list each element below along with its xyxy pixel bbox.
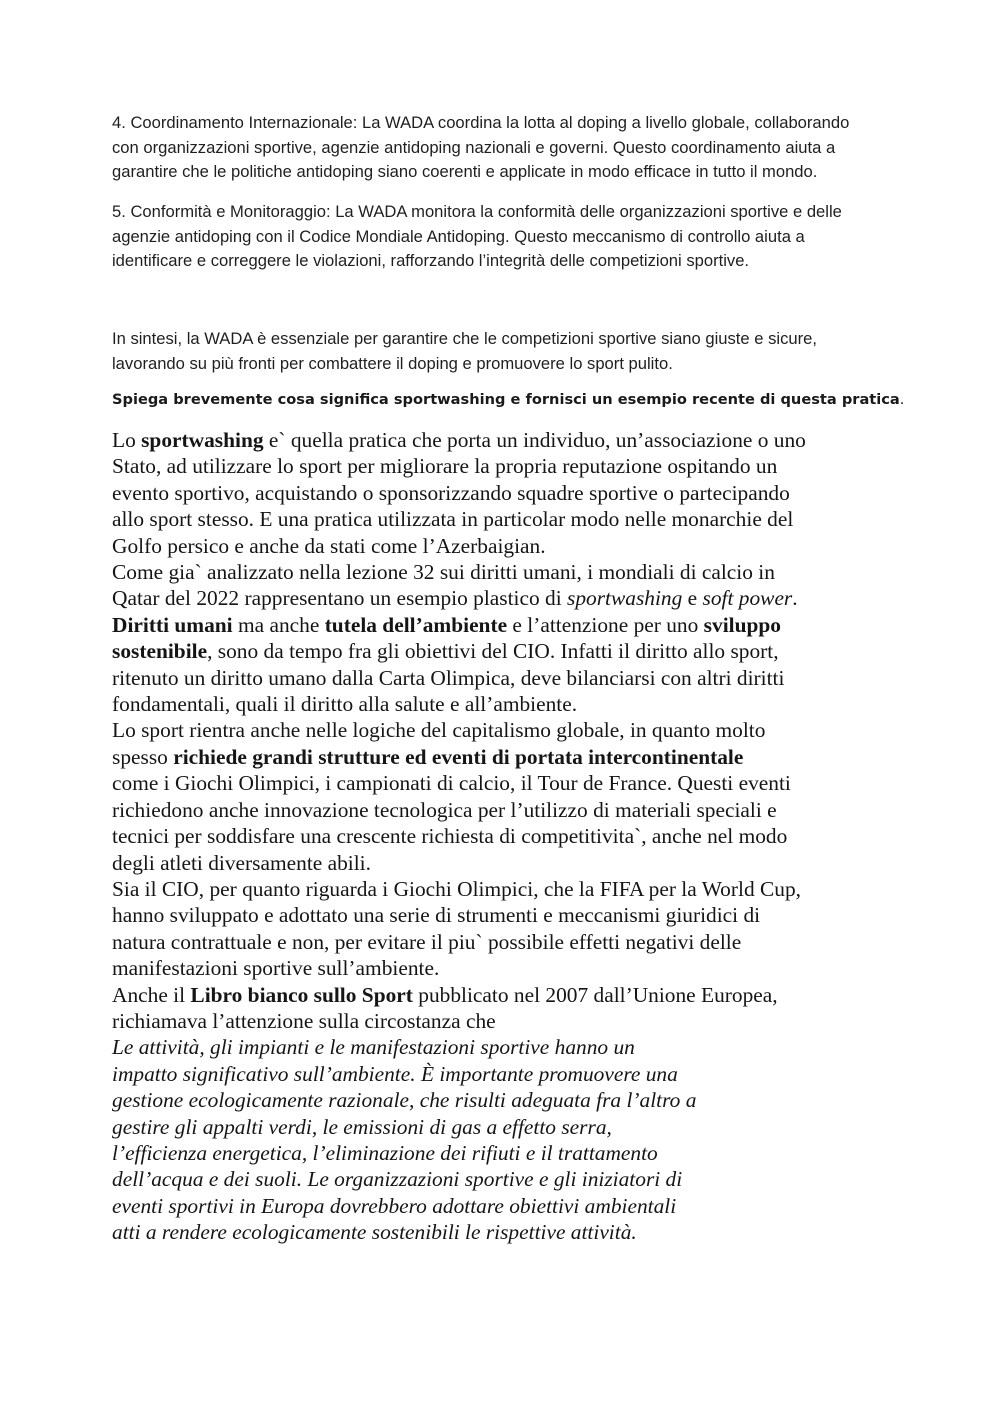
text-line: hanno sviluppato e adottato una serie di strumenti e meccanismi giuridici di bbox=[112, 903, 761, 928]
quote-line: gestione ecologicamente razionale, che risulti adeguata fra l’altro a bbox=[112, 1088, 697, 1113]
quote-line: impatto significativo sull’ambiente. È importante promuovere una bbox=[112, 1061, 678, 1086]
quote-line: Le attività, gli impianti e le manifestazioni sportive hanno un bbox=[112, 1035, 635, 1060]
text-line: Come gia` analizzato nella lezione 32 sui diritti umani, i mondiali di calcio in bbox=[112, 560, 775, 585]
text-run: ma anche bbox=[232, 612, 325, 637]
question-text: Spiega brevemente cosa significa sportwashing e fornisci un esempio recente di questa pratica bbox=[112, 391, 900, 408]
text-line bbox=[112, 427, 912, 453]
text-line: agenzie antidoping con il Codice Mondiale Antidoping. Questo meccanismo di controllo aiuta a bbox=[112, 226, 805, 246]
bold-term: sostenibile bbox=[112, 639, 208, 664]
answer-body bbox=[112, 427, 912, 1246]
text-run: . bbox=[792, 586, 798, 611]
text-line: 5. Conformità e Monitoraggio: La WADA monitora la conformità delle organizzazioni sportive e delle bbox=[112, 202, 842, 221]
italic-term: sportwashing bbox=[567, 586, 683, 611]
text-line: natura contrattuale e non, per evitare il piu` possibile effetti negativi delle bbox=[112, 929, 742, 954]
text-line bbox=[112, 744, 912, 770]
wada-summary bbox=[112, 327, 912, 376]
quote-line: l’efficienza energetica, l’eliminazione dei rifiuti e il trattamento bbox=[112, 1140, 658, 1165]
quote-line: atti a rendere ecologicamente sostenibili le rispettive attività. bbox=[112, 1220, 637, 1245]
text-run: , sono da tempo fra gli obiettivi del CIO. Infatti il diritto allo sport, bbox=[207, 639, 779, 664]
text-line bbox=[112, 585, 912, 611]
text-run: Qatar del 2022 rappresentano un esempio plastico di bbox=[112, 586, 568, 611]
text-run: e l’attenzione per uno bbox=[507, 612, 704, 637]
bold-term: richiede grandi strutture ed eventi di portata intercontinentale bbox=[173, 744, 744, 769]
text-run: pubblicato nel 2007 dall’Unione Europea, bbox=[412, 982, 778, 1007]
text-line: con organizzazioni sportive, agenzie antidoping nazionali e governi. Questo coordinamento aiuta a bbox=[112, 137, 836, 157]
text-run: e bbox=[682, 586, 703, 611]
text-run: e` quella pratica che porta un individuo, un’associazione o uno bbox=[263, 428, 806, 452]
wada-point-5 bbox=[112, 200, 912, 274]
text-line bbox=[112, 612, 912, 638]
bold-term: sviluppo bbox=[703, 612, 781, 637]
quote-line: gestire gli appalti verdi, le emissioni di gas a effetto serra, bbox=[112, 1114, 612, 1139]
question-period: . bbox=[899, 391, 905, 408]
text-line: garantire che le politiche antidoping siano coerenti e applicate in modo efficace in tutto il mondo. bbox=[112, 162, 818, 181]
text-line: manifestazioni sportive sull’ambiente. bbox=[112, 956, 440, 981]
text-line: degli atleti diversamente abili. bbox=[112, 850, 371, 875]
text-line: ritenuto un diritto umano dalla Carta Olimpica, deve bilanciarsi con altri diritti bbox=[112, 665, 785, 690]
text-run: Anche il bbox=[112, 982, 191, 1007]
quote-line: eventi sportivi in Europa dovrebbero adottare obiettivi ambientali bbox=[112, 1193, 677, 1218]
text-run: spesso bbox=[112, 744, 174, 769]
question-heading bbox=[112, 388, 952, 412]
bold-term: Diritti umani bbox=[112, 612, 233, 637]
wada-point-4 bbox=[112, 111, 912, 185]
text-line: fondamentali, quali il diritto alla salute e all’ambiente. bbox=[112, 692, 578, 717]
text-line: Stato, ad utilizzare lo sport per migliorare la propria reputazione ospitando un bbox=[112, 454, 778, 479]
bold-term: tutela dell’ambiente bbox=[324, 612, 508, 637]
text-line: In sintesi, la WADA è essenziale per garantire che le competizioni sportive siano giuste e sicure, bbox=[112, 329, 817, 348]
text-run: Lo bbox=[112, 428, 142, 452]
bold-term: Libro bianco sullo Sport bbox=[190, 982, 413, 1007]
text-line bbox=[112, 982, 912, 1008]
text-line: come i Giochi Olimpici, i campionati di calcio, il Tour de France. Questi eventi bbox=[112, 771, 791, 796]
text-line: Lo sport rientra anche nelle logiche del capitalismo globale, in quanto molto bbox=[112, 718, 766, 743]
text-line: tecnici per soddisfare una crescente richiesta di competitivita`, anche nel modo bbox=[112, 824, 788, 849]
text-line: richiedono anche innovazione tecnologica per l’utilizzo di materiali speciali e bbox=[112, 797, 777, 822]
italic-term: soft power bbox=[702, 586, 793, 611]
text-line: lavorando su più fronti per combattere il doping e promuovere lo sport pulito. bbox=[112, 353, 673, 373]
bold-term: sportwashing bbox=[141, 428, 264, 452]
text-line: identificare e correggere le violazioni, rafforzando l’integrità delle competizioni sportive. bbox=[112, 251, 750, 270]
quote-line: dell’acqua e dei suoli. Le organizzazioni sportive e gli iniziatori di bbox=[112, 1167, 683, 1192]
text-line: evento sportivo, acquistando o sponsorizzando squadre sportive o partecipando bbox=[112, 480, 790, 505]
text-line: allo sport stesso. E una pratica utilizzata in particolar modo nelle monarchie del bbox=[112, 507, 794, 532]
text-line: Golfo persico e anche da stati come l’Azerbaigian. bbox=[112, 533, 546, 558]
text-line: richiamava l’attenzione sulla circostanza che bbox=[112, 1008, 496, 1033]
text-line: 4. Coordinamento Internazionale: La WADA coordina la lotta al doping a livello globale, collaborando bbox=[112, 113, 850, 132]
text-line: Sia il CIO, per quanto riguarda i Giochi Olimpici, che la FIFA per la World Cup, bbox=[112, 876, 801, 901]
text-line bbox=[112, 638, 912, 664]
